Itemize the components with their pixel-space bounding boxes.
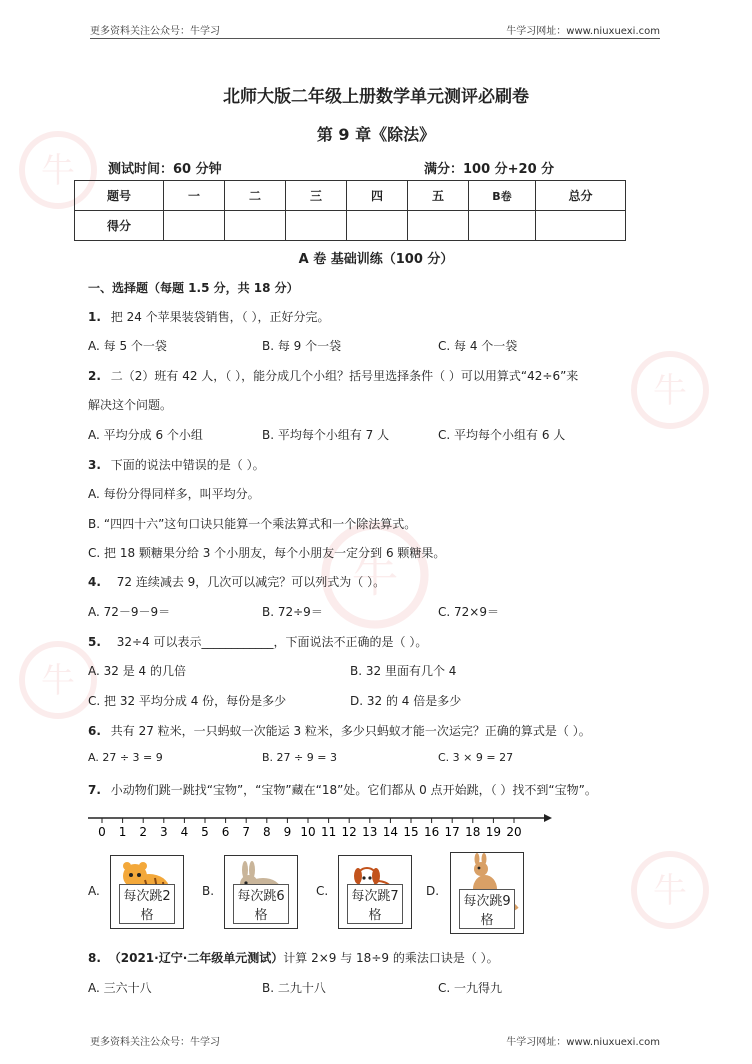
- svg-text:牛: 牛: [351, 549, 399, 604]
- score-input-cell[interactable]: [469, 211, 536, 241]
- table-cell: 三: [286, 181, 347, 211]
- table-cell: 五: [408, 181, 469, 211]
- question-4: [88, 573, 385, 590]
- question-text: 32÷4 可以表示____________，下面说法不正确的是（ ）。: [116, 635, 428, 649]
- number-line-label: 0: [98, 825, 106, 839]
- score-table-score-row: [75, 211, 626, 241]
- table-cell: 总分: [536, 181, 626, 211]
- number-line-label: 7: [242, 825, 251, 839]
- number-line-label: 11: [320, 825, 337, 839]
- score-table: [74, 180, 626, 241]
- question-text: 小动物们跳一跳找“宝物”，“宝物”藏在“18”处。它们都从 0 点开始跳，（ ）找不到“宝物”。: [110, 783, 597, 797]
- option-a[interactable]: A. 每份分得同样多，叫平均分。: [88, 487, 260, 501]
- svg-text:牛: 牛: [653, 371, 687, 411]
- option-a[interactable]: A. 每 5 个一袋: [88, 339, 167, 353]
- option-b[interactable]: B. 每 9 个一袋: [262, 339, 342, 353]
- option-c[interactable]: C. 把 32 平均分成 4 份，每份是多少: [88, 694, 287, 708]
- score-input-cell[interactable]: [347, 211, 408, 241]
- question-7: [88, 781, 597, 798]
- question-1: [88, 308, 329, 325]
- question-number: 8.: [88, 951, 101, 965]
- number-line-label: 9: [283, 825, 292, 839]
- score-input-cell[interactable]: [536, 211, 626, 241]
- score-input-cell[interactable]: [164, 211, 225, 241]
- option-b[interactable]: B. 72÷9＝: [262, 605, 323, 619]
- question-8: [88, 949, 499, 966]
- number-line-label: 12: [341, 825, 357, 839]
- option-d-caption: 每次跳9格: [459, 889, 515, 929]
- option-c[interactable]: C. 一九得九: [438, 981, 503, 995]
- option-c[interactable]: C. 把 18 颗糖果分给 3 个小朋友，每个小朋友一定分到 6 颗糖果。: [88, 546, 446, 560]
- option-a[interactable]: A. 32 是 4 的几倍: [88, 664, 186, 678]
- option-c-letter[interactable]: C.: [316, 884, 329, 898]
- question-6: [88, 722, 591, 739]
- question-number: 5.: [88, 635, 101, 649]
- question-number: 4.: [88, 575, 101, 589]
- number-line-label: 20: [506, 825, 522, 839]
- number-line-label: 13: [362, 825, 378, 839]
- table-cell: 得分: [75, 211, 164, 241]
- option-b[interactable]: B. 平均每个小组有 7 人: [262, 428, 390, 442]
- score-table-header-row: [75, 181, 626, 211]
- option-a[interactable]: A. 72－9－9＝: [88, 605, 171, 619]
- number-line-label: 15: [403, 825, 419, 839]
- option-b[interactable]: B. “四四十六”这句口诀只能算一个乘法算式和一个除法算式。: [88, 517, 417, 531]
- option-c[interactable]: C. 72×9＝: [438, 605, 499, 619]
- number-line-label: 4: [180, 825, 189, 839]
- score-input-cell[interactable]: [286, 211, 347, 241]
- option-c-card[interactable]: [338, 855, 412, 929]
- table-cell: 题号: [75, 181, 164, 211]
- option-a-caption: 每次跳2格: [119, 884, 175, 924]
- option-b[interactable]: B. 32 里面有几个 4: [350, 664, 457, 678]
- number-line-label: 16: [423, 825, 440, 839]
- number-line-label: 19: [485, 825, 502, 839]
- svg-text:牛: 牛: [41, 661, 75, 701]
- page-header: [90, 22, 660, 38]
- number-line-label: 5: [201, 825, 209, 839]
- option-d-letter[interactable]: D.: [426, 884, 440, 898]
- option-b[interactable]: B. 二九十八: [262, 981, 326, 995]
- question-number: 1.: [88, 310, 101, 324]
- footer-right: 牛学习网址：www.niuxuexi.com: [506, 1037, 660, 1048]
- number-line-label: 2: [139, 825, 148, 839]
- option-b-caption: 每次跳6格: [233, 884, 289, 924]
- number-line-label: 8: [262, 825, 271, 839]
- question-text-cont: 解决这个问题。: [88, 398, 173, 412]
- part1-title: 一、选择题（每题 1.5 分，共 18 分）: [88, 281, 299, 295]
- question-text: 共有 27 粒米，一只蚂蚁一次能运 3 粒米，多少只蚂蚁才能一次运完？正确的算式是（ ）。: [110, 724, 591, 738]
- full-score: 满分：100 分+20 分: [424, 162, 555, 177]
- question-number: 2.: [88, 369, 101, 383]
- page-title: 北师大版二年级上册数学单元测评必刷卷: [223, 87, 529, 107]
- section-a-title: A 卷 基础训练（100 分）: [298, 252, 454, 267]
- watermark-logo: [18, 640, 98, 724]
- table-cell: 二: [225, 181, 286, 211]
- number-line-label: 17: [444, 825, 460, 839]
- table-cell: B卷: [469, 181, 536, 211]
- header-right: 牛学习网址：www.niuxuexi.com: [506, 26, 660, 37]
- score-input-cell[interactable]: [225, 211, 286, 241]
- question-2: [88, 367, 578, 384]
- svg-text:牛: 牛: [653, 871, 687, 911]
- option-a-card[interactable]: [110, 855, 184, 929]
- number-line-label: 6: [221, 825, 230, 839]
- header-left: 更多资料关注公众号：牛学习: [90, 26, 220, 37]
- question-number: 3.: [88, 458, 101, 472]
- number-line: [88, 808, 558, 842]
- watermark-logo: [630, 350, 710, 434]
- question-number: 7.: [88, 783, 101, 797]
- option-c[interactable]: C. 每 4 个一袋: [438, 339, 518, 353]
- question-text: 72 连续减去 9，几次可以减完？可以列式为（ ）。: [116, 575, 386, 589]
- option-c[interactable]: C. 平均每个小组有 6 人: [438, 428, 566, 442]
- option-c-caption: 每次跳7格: [347, 884, 403, 924]
- option-a[interactable]: A. 平均分成 6 个小组: [88, 428, 203, 442]
- option-c[interactable]: C. 3 × 9 = 27: [438, 751, 514, 764]
- svg-text:牛: 牛: [41, 151, 75, 191]
- option-d[interactable]: D. 32 的 4 倍是多少: [350, 694, 462, 708]
- question-text: 计算 2×9 与 18÷9 的乘法口诀是（ ）。: [283, 951, 499, 965]
- watermark-logo: [630, 850, 710, 934]
- question-number: 6.: [88, 724, 101, 738]
- score-input-cell[interactable]: [408, 211, 469, 241]
- footer-left: 更多资料关注公众号：牛学习: [90, 1037, 220, 1048]
- option-b-card[interactable]: [224, 855, 298, 929]
- option-d-card[interactable]: [450, 852, 524, 934]
- question-text: 把 24 个苹果装袋销售，（ ），正好分完。: [110, 310, 330, 324]
- question-text: 下面的说法中错误的是（ ）。: [110, 458, 265, 472]
- number-line-label: 1: [118, 825, 127, 839]
- header-divider: [90, 38, 660, 39]
- option-a-letter[interactable]: A.: [88, 884, 100, 898]
- table-cell: 一: [164, 181, 225, 211]
- number-line-label: 18: [465, 825, 481, 839]
- number-line-label: 14: [382, 825, 399, 839]
- table-cell: 四: [347, 181, 408, 211]
- number-line-label: 3: [159, 825, 168, 839]
- number-line-label: 10: [300, 825, 316, 839]
- test-time: 测试时间：60 分钟: [108, 162, 222, 177]
- option-a[interactable]: A. 27 ÷ 3 = 9: [88, 751, 163, 764]
- number-line-arrow: [544, 814, 552, 822]
- question-text: 二（2）班有 42 人，（ ），能分成几个小组？括号里选择条件（ ）可以用算式“42÷6”来: [110, 369, 579, 383]
- chapter-title: 第 9 章《除法》: [316, 125, 436, 144]
- question-source: （2021·辽宁·二年级单元测试）: [108, 951, 284, 965]
- option-a[interactable]: A. 三六十八: [88, 981, 152, 995]
- option-b[interactable]: B. 27 ÷ 9 = 3: [262, 751, 337, 764]
- question-3: [88, 456, 265, 473]
- option-b-letter[interactable]: B.: [202, 884, 215, 898]
- question-5: [88, 633, 427, 650]
